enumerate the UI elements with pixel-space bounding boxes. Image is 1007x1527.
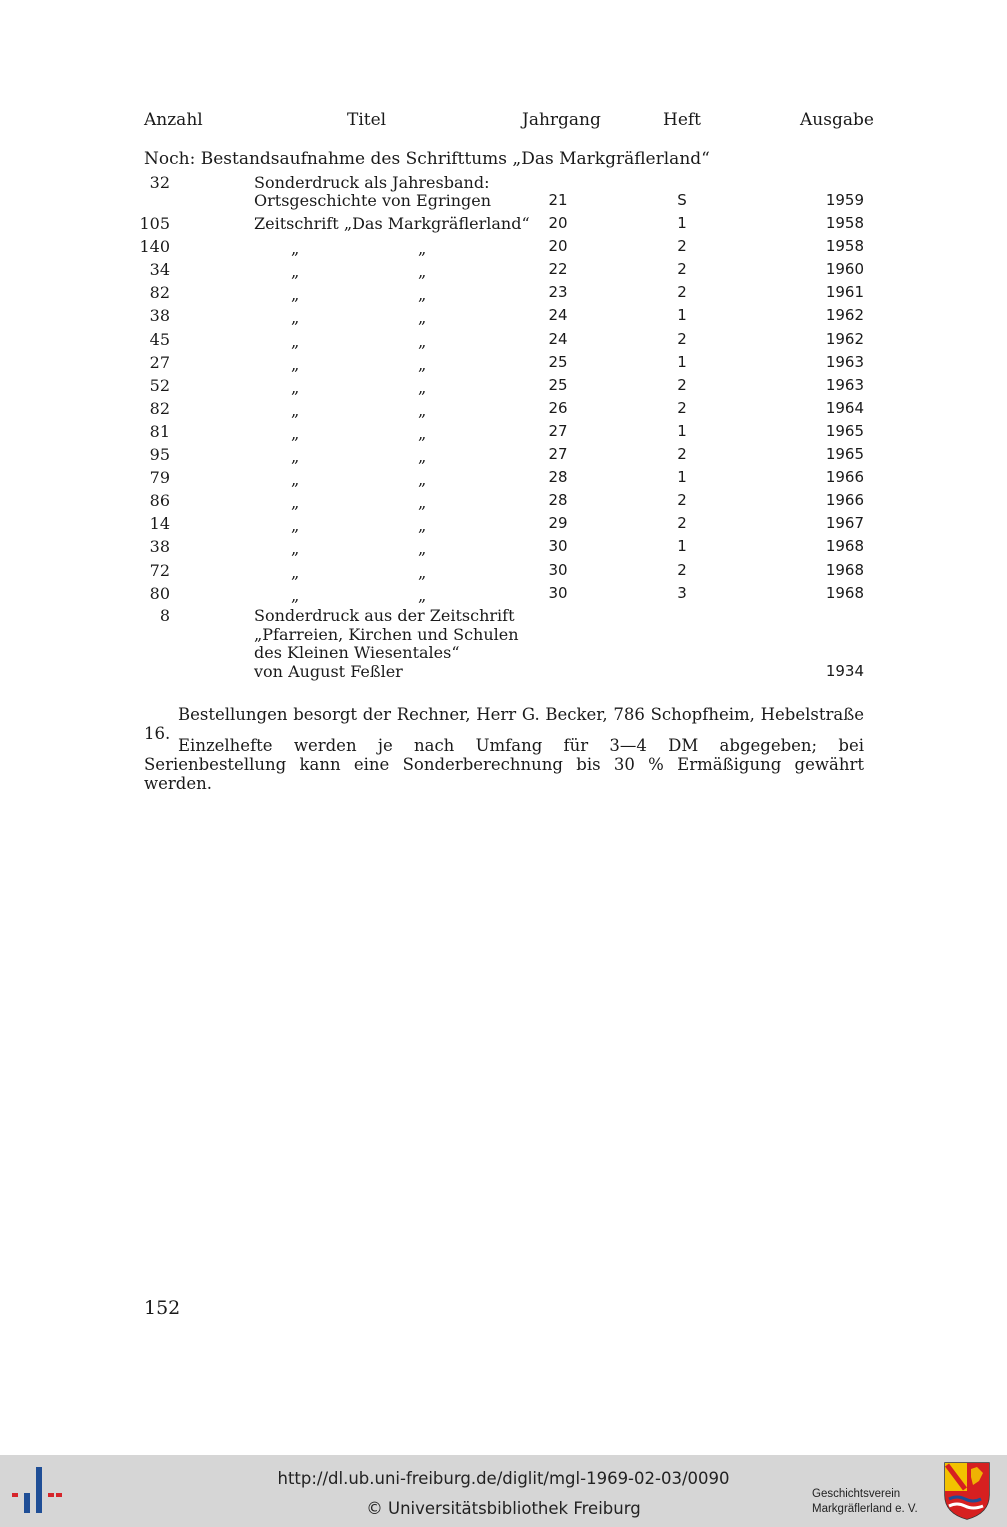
row-ausgabe: 1966 [825,468,864,486]
row-anzahl: 95 [149,445,170,464]
row-ausgabe: 1968 [825,561,864,579]
pricing-info-text: Einzelhefte werden je nach Umfang für 3—4 DM abgegeben; bei Serienbestellung kann eine Sonderberechnung bis 30 % Ermäßigung gewährt werden. [144,736,864,793]
row-jahrgang: 30 [548,561,568,579]
row-anzahl: 86 [149,491,170,510]
footer-copyright: © Universitätsbibliothek Freiburg [366,1499,641,1518]
row-anzahl: 81 [149,422,170,441]
row-ditto-mark-1: „ [291,239,300,258]
row-jahrgang: 24 [548,330,568,348]
row-heft: 2 [677,376,687,394]
row-ditto-mark-2: „ [418,262,427,281]
first-entry-jahrgang: 21 [548,191,568,209]
row-ditto-mark-2: „ [418,447,427,466]
row-ditto-mark-1: „ [291,563,300,582]
row-jahrgang: 24 [548,306,568,324]
row-ditto-mark-1: „ [291,470,300,489]
row-heft: 2 [677,491,687,509]
row-ditto-mark-2: „ [418,332,427,351]
row-ditto-mark-2: „ [418,493,427,512]
row-ausgabe: 1965 [825,422,864,440]
row-ditto-mark-1: „ [291,332,300,351]
header-anzahl: Anzahl [144,110,203,130]
header-ausgabe: Ausgabe [800,110,874,130]
row-jahrgang: 26 [548,399,568,417]
row-jahrgang: 28 [548,491,568,509]
row-ausgabe: 1961 [825,283,864,301]
row-ditto-mark-2: „ [418,401,427,420]
row-jahrgang: 29 [548,514,568,532]
row-ausgabe: 1963 [825,353,864,371]
row-anzahl: 72 [149,561,170,580]
header-titel: Titel [347,110,387,130]
row-ausgabe: 1967 [825,514,864,532]
row-heft: 2 [677,260,687,278]
row-ditto-mark-1: „ [291,586,300,605]
row-ausgabe: 1968 [825,584,864,602]
row-ditto-mark-1: „ [291,308,300,327]
last-entry-title-line2: „Pfarreien, Kirchen und Schulen [254,625,519,644]
row-jahrgang: 20 [548,214,568,232]
row-ausgabe: 1962 [825,306,864,324]
row-anzahl: 82 [149,283,170,302]
row-ausgabe: 1958 [825,214,864,232]
row-anzahl: 80 [149,584,170,603]
header-jahrgang: Jahrgang [522,110,601,130]
row-anzahl: 38 [149,306,170,325]
footer-url-link[interactable]: http://dl.ub.uni-freiburg.de/diglit/mgl-1969-02-03/0090 [277,1469,730,1488]
row-ditto-mark-1: „ [291,401,300,420]
row-anzahl: 14 [149,514,170,533]
markgraeflerland-crest-icon [943,1461,991,1521]
row-heft: 2 [677,330,687,348]
row-heft: 1 [677,422,687,440]
row-ditto-mark-1: „ [291,355,300,374]
row-heft: 2 [677,445,687,463]
row-ditto-mark-1: „ [291,447,300,466]
row-ausgabe: 1960 [825,260,864,278]
order-info-text: Bestellungen besorgt der Rechner, Herr G. Becker, 786 Schopfheim, Hebelstraße 16. [144,705,864,743]
row-ausgabe: 1965 [825,445,864,463]
row-ditto-mark-1: „ [291,539,300,558]
row-ausgabe: 1964 [825,399,864,417]
row-anzahl: 140 [139,237,170,256]
row-ausgabe: 1963 [825,376,864,394]
row-ausgabe: 1968 [825,537,864,555]
row-heft: 2 [677,283,687,301]
row-ditto-mark-2: „ [418,516,427,535]
row-jahrgang: 25 [548,376,568,394]
row-ditto-mark-2: „ [418,308,427,327]
org-line1: Geschichtsverein [812,1488,901,1500]
row-ditto-mark-2: „ [418,539,427,558]
row-heft: 1 [677,214,687,232]
row-heft: 3 [677,584,687,602]
row-anzahl: 79 [149,468,170,487]
row-ditto-mark-1: „ [291,285,300,304]
footer-bar [0,1455,1007,1527]
row-anzahl: 34 [149,260,170,279]
row-heft: 1 [677,306,687,324]
row-ditto-mark-1: „ [291,424,300,443]
row-ausgabe: 1966 [825,491,864,509]
row-anzahl: 52 [149,376,170,395]
row-anzahl: 82 [149,399,170,418]
row-ausgabe: 1958 [825,237,864,255]
row-jahrgang: 20 [548,237,568,255]
row-jahrgang: 30 [548,584,568,602]
row-title: Zeitschrift „Das Markgräflerland“ [254,214,530,233]
row-heft: 2 [677,514,687,532]
row-ditto-mark-2: „ [418,239,427,258]
header-heft: Heft [663,110,702,130]
row-jahrgang: 25 [548,353,568,371]
footer-organization [812,1487,918,1517]
row-jahrgang: 27 [548,422,568,440]
first-entry-heft: S [677,191,687,209]
row-jahrgang: 28 [548,468,568,486]
row-ditto-mark-1: „ [291,516,300,535]
row-ditto-mark-2: „ [418,563,427,582]
row-anzahl: 38 [149,537,170,556]
row-heft: 1 [677,468,687,486]
last-entry-anzahl: 8 [159,606,170,625]
row-jahrgang: 27 [548,445,568,463]
row-heft: 2 [677,399,687,417]
page-number: 152 [144,1297,181,1319]
row-ditto-mark-1: „ [291,378,300,397]
row-ditto-mark-2: „ [418,470,427,489]
last-entry-title-line3: des Kleinen Wiesentales“ [254,643,460,662]
last-entry-title-line4: von August Feßler [254,662,403,681]
row-heft: 1 [677,537,687,555]
first-entry-anzahl: 32 [149,173,170,192]
first-entry-title-line1: Sonderdruck als Jahresband: [254,173,490,192]
row-anzahl: 45 [149,330,170,349]
row-ditto-mark-2: „ [418,355,427,374]
row-jahrgang: 23 [548,283,568,301]
section-title: Noch: Bestandsaufnahme des Schrifttums „Das Markgräflerland“ [144,149,710,169]
first-entry-ausgabe: 1959 [825,191,864,209]
row-heft: 2 [677,561,687,579]
pricing-info-paragraph [144,736,864,793]
row-ditto-mark-1: „ [291,262,300,281]
row-ditto-mark-2: „ [418,424,427,443]
row-ditto-mark-2: „ [418,586,427,605]
org-line2: Markgräflerland e. V. [812,1503,918,1515]
row-ausgabe: 1962 [825,330,864,348]
last-entry-ausgabe: 1934 [825,662,864,680]
row-ditto-mark-2: „ [418,378,427,397]
row-jahrgang: 30 [548,537,568,555]
row-heft: 1 [677,353,687,371]
row-jahrgang: 22 [548,260,568,278]
row-heft: 2 [677,237,687,255]
row-ditto-mark-2: „ [418,285,427,304]
first-entry-title-line2: Ortsgeschichte von Egringen [254,191,492,210]
row-ditto-mark-1: „ [291,493,300,512]
last-entry-title-line1: Sonderdruck aus der Zeitschrift [254,606,515,625]
row-anzahl: 27 [149,353,170,372]
row-anzahl: 105 [139,214,170,233]
